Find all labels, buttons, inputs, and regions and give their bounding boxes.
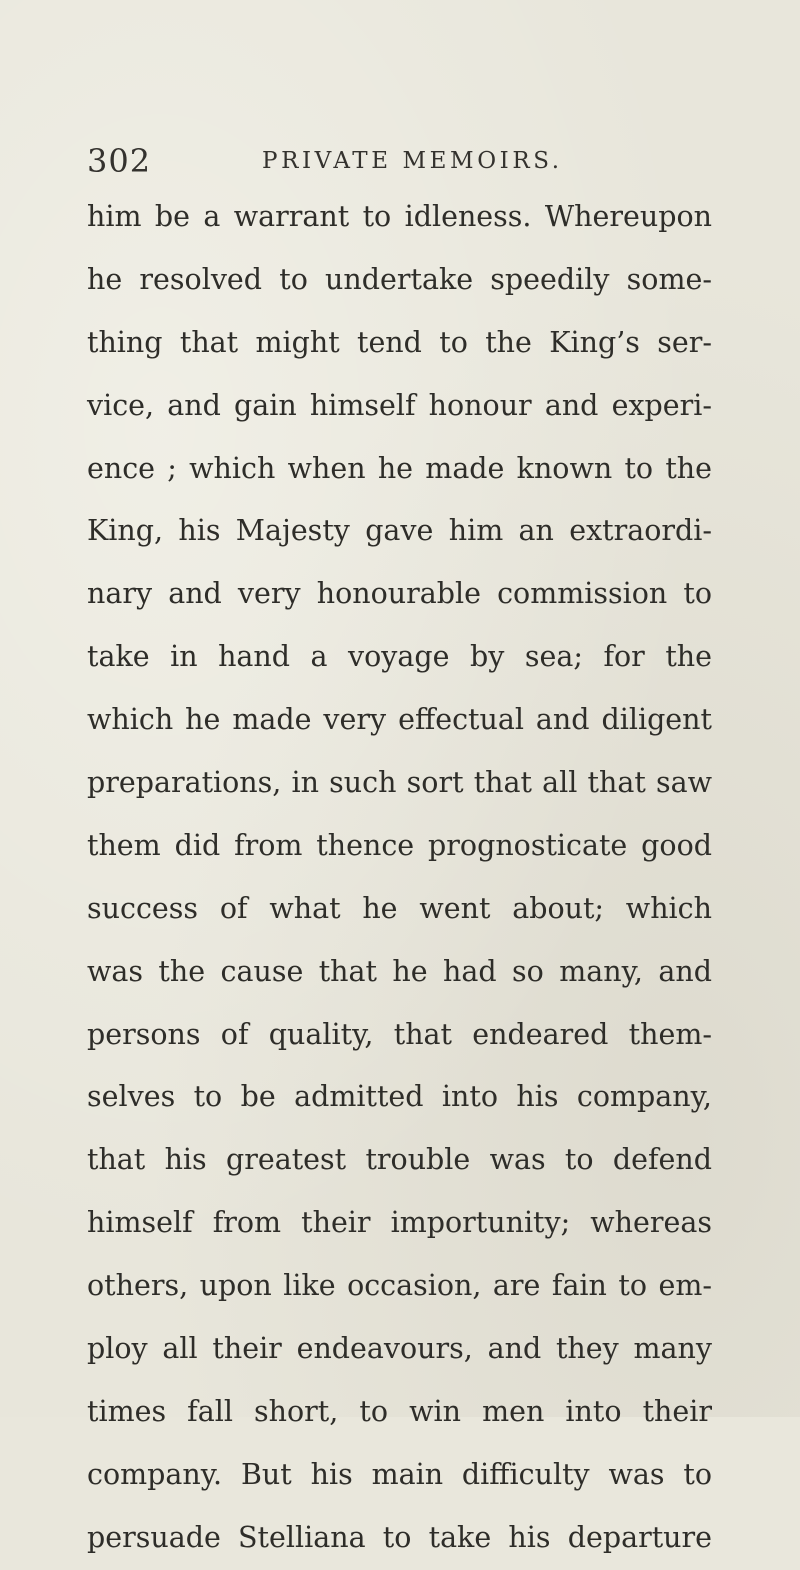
text-line: nary and very honourable commission to	[87, 577, 712, 611]
text-line: King, his Majesty gave him an extraordi-	[87, 514, 712, 548]
text-line: preparations, in such sort that all that saw	[87, 766, 712, 800]
text-line: him be a warrant to idleness. Whereupon	[87, 200, 712, 233]
text-line: persons of quality, that endeared them-	[87, 1017, 712, 1051]
text-line: himself from their importunity; whereas	[87, 1206, 712, 1240]
page-number: 302	[87, 142, 152, 180]
text-line: company. But his main difficulty was to	[87, 1457, 712, 1491]
text-line: them did from thence prognosticate good	[87, 828, 712, 862]
text-line: times fall short, to win men into their	[87, 1394, 712, 1428]
text-line: he resolved to undertake speedily some-	[87, 262, 712, 296]
text-line: selves to be admitted into his company,	[87, 1080, 712, 1114]
text-line: which he made very effectual and diligent	[87, 703, 712, 737]
text-line: success of what he went about; which	[87, 891, 712, 925]
text-line: take in hand a voyage by sea; for the	[87, 640, 712, 674]
text-line: thing that might tend to the King’s ser-	[87, 325, 712, 359]
page-header	[87, 142, 647, 182]
text-line: others, upon like occasion, are fain to em-	[87, 1269, 712, 1303]
text-line: vice, and gain himself honour and experi-	[87, 388, 712, 422]
text-line: persuade Stelliana to take his departure	[87, 1520, 712, 1554]
text-line: ploy all their endeavours, and they many	[87, 1332, 712, 1366]
running-head: PRIVATE MEMOIRS.	[262, 148, 563, 174]
text-line: ence ; which when he made known to the	[87, 451, 712, 485]
text-line: that his greatest trouble was to defend	[87, 1143, 712, 1177]
body-text	[87, 186, 712, 1570]
text-line: was the cause that he had so many, and	[87, 954, 712, 988]
